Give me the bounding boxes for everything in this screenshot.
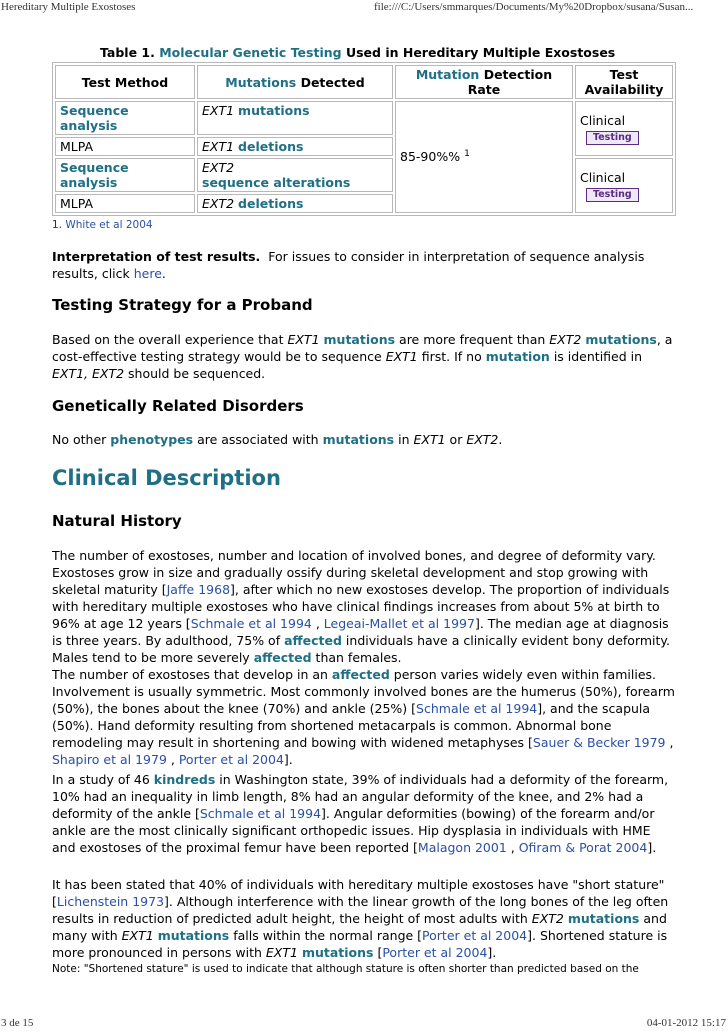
availability-cell-ext1: ClinicalTesting: [575, 101, 673, 156]
page-url: file:///C:/Users/smmarques/Documents/My%20Dropbox/susana/Susan...: [374, 1, 694, 13]
table-row-mutation: EXT1 mutations: [197, 101, 393, 135]
table-row-mutation: EXT2 sequence alterations: [197, 158, 393, 192]
col-detection-rate: Mutation Detection Rate: [395, 65, 573, 99]
ref-link[interactable]: Schmale et al 1994: [416, 701, 538, 716]
testing-badge[interactable]: Testing: [586, 188, 639, 202]
table-row-method[interactable]: Sequence analysis: [55, 101, 195, 135]
clinical-description-heading: Clinical Description: [52, 466, 281, 490]
print-header: [0, 0, 728, 14]
history-paragraph-2: The number of exostoses that develop in an affected person varies widely even within families. Involvement is usually symmetric. Most commonly involved bones are the humerus (50%), forearm (50%), the bones about the knee (70%) and ankle (25%) [Schmale et al 1994], and the scapula (50%). Hand deformity resulting from shortened metacarpals is common. Abnormal bone remodeling may result in shortening and bowing with widened metaphyses [Sauer & Becker 1979 , Shapiro et al 1979 , Porter et al 2004].: [52, 667, 675, 767]
strategy-paragraph: Based on the overall experience that EXT1 mutations are more frequent than EXT2 mutations, a cost-effective testing strategy would be to sequence EXT1 first. If no mutation is identified in EXT1, EXT2 should be sequenced.: [52, 332, 673, 381]
ref-link[interactable]: Porter et al 2004: [422, 928, 528, 943]
ref-link[interactable]: Malagon 2001: [417, 840, 507, 855]
testing-badge[interactable]: Testing: [586, 131, 639, 145]
table-caption: Table 1. Molecular Genetic Testing Used in Hereditary Multiple Exostoses: [100, 45, 616, 60]
col-availability: Test Availability: [575, 65, 673, 99]
ref-link[interactable]: Porter et al 2004: [178, 752, 284, 767]
footnote-link[interactable]: White et al 2004: [65, 219, 153, 231]
ref-link[interactable]: Jaffe 1968: [166, 582, 231, 597]
here-link[interactable]: here: [133, 266, 162, 281]
interpretation-paragraph: Interpretation of test results. For issues to consider in interpretation of sequence analysis results, click here.: [52, 249, 645, 281]
stature-note: Note: "Shortened stature" is used to indicate that although stature is often shorter than predicted based on the: [52, 963, 639, 975]
print-datetime: 04-01-2012 15:17: [646, 1017, 726, 1029]
page-counter: 3 de 15: [1, 1017, 34, 1029]
ref-link[interactable]: Porter et al 2004: [382, 945, 488, 960]
ref-link[interactable]: Lichenstein 1973: [56, 894, 165, 909]
table-row-method[interactable]: Sequence analysis: [55, 158, 195, 192]
print-footer: [0, 1017, 728, 1031]
col-mutations-detected: Mutations Detected: [197, 65, 393, 99]
strategy-heading: Testing Strategy for a Proband: [52, 296, 313, 314]
table-row-mutation: EXT1 deletions: [197, 137, 393, 156]
history-paragraph-4: It has been stated that 40% of individuals with hereditary multiple exostoses have "short stature" [Lichenstein 1973]. Although interference with the linear growth of the long bones of the leg often results in reduction of predicted adult height, the height of most adults with EXT2 mutations and many with EXT1 mutations falls within the normal range [Porter et al 2004]. Shortened stature is more pronounced in persons with EXT1 mutations [Porter et al 2004].: [52, 877, 669, 960]
history-paragraph-1: The number of exostoses, number and location of involved bones, and degree of deformity vary. Exostoses grow in size and gradually ossify during skeletal development and stop growing with skeletal maturity [Jaffe 1968], after which no new exostoses develop. The proportion of individuals with hereditary multiple exostoses who have clinical findings increases from about 5% at birth to 96% at age 12 years [Schmale et al 1994 , Legeai-Mallet et al 1997]. The median age at diagnosis is three years. By adulthood, 75% of affected individuals have a clinically evident bony deformity. Males tend to be more severely affected than females.: [52, 548, 671, 665]
ref-link[interactable]: Ofiram & Porat 2004: [518, 840, 648, 855]
col-test-method: Test Method: [55, 65, 195, 99]
table-row-mutation: EXT2 deletions: [197, 194, 393, 213]
table-row-method: MLPA: [55, 194, 195, 213]
ref-link[interactable]: Legeai-Mallet et al 1997: [323, 616, 475, 631]
caption-keyword[interactable]: Molecular Genetic Testing: [159, 45, 342, 60]
table-footnote: 1. White et al 2004: [52, 219, 153, 231]
detection-rate-cell: 85-90%% $^1$: [395, 101, 573, 213]
related-paragraph: No other phenotypes are associated with mutations in EXT1 or EXT2.: [52, 432, 503, 447]
ref-link[interactable]: Schmale et al 1994: [199, 806, 322, 821]
availability-cell-ext2: ClinicalTesting: [575, 158, 673, 213]
molecular-testing-table: [52, 62, 676, 216]
ref-link[interactable]: Shapiro et al 1979: [52, 752, 167, 767]
natural-history-heading: Natural History: [52, 512, 182, 530]
page-title: Hereditary Multiple Exostoses: [1, 1, 136, 13]
related-heading: Genetically Related Disorders: [52, 397, 304, 415]
ref-link[interactable]: Schmale et al 1994: [190, 616, 312, 631]
ref-link[interactable]: Sauer & Becker 1979: [532, 735, 666, 750]
history-paragraph-3: In a study of 46 kindreds in Washington state, 39% of individuals had a deformity of the forearm, 10% had an inequality in limb length, 8% had an angular deformity of the knee, and 2% had a deformity of the ankle [Schmale et al 1994]. Angular deformities (bowing) of the forearm and/or ankle are the most clinically significant orthopedic issues. Hip dysplasia in individuals with HME and exostoses of the proximal femur have been reported [Malagon 2001 , Ofiram & Porat 2004].: [52, 772, 669, 855]
table-row-method: MLPA: [55, 137, 195, 156]
